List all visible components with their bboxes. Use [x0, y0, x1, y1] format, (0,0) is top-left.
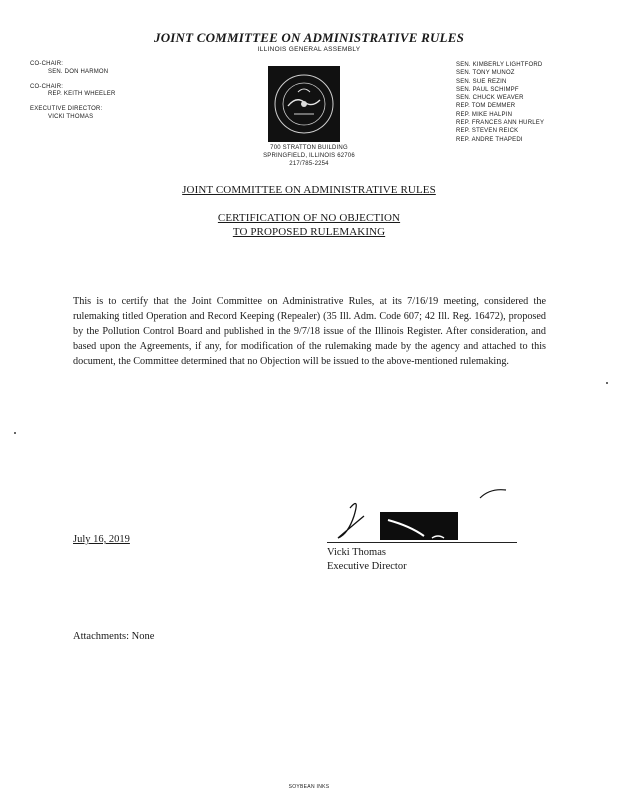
- member-list: [456, 61, 544, 144]
- certification-title: [0, 211, 618, 239]
- signature-line: [327, 542, 517, 543]
- certification-body: This is to certify that the Joint Committee on Administrative Rules, at its 7/16/19 meeting, considered the rulemaking titled Operation and Record Keeping (Repealer) (35 Ill. Adm. Code 607; 42 Ill. Reg. 16472), proposed by the Pollution Control Board and published in the 9/7/18 issue of the Illinois Register. After consideration, and based upon the Agreements, if any, for modification of the rulemaking made by the agency and attached to this document, the Committee determined that no Objection will be issued to the above-mentioned rulemaking.: [73, 296, 546, 367]
- member-name: REP. MIKE HALPIN: [456, 111, 513, 118]
- member-name: SEN. CHUCK WEAVER: [456, 95, 524, 102]
- signature-date: July 16, 2019: [73, 534, 130, 545]
- signatory-title: Executive Director: [327, 561, 407, 572]
- signatory-block: [327, 546, 407, 574]
- member-name: REP. FRANCES ANN HURLEY: [456, 120, 545, 127]
- member-name: REP. STEVEN REICK: [456, 128, 519, 135]
- member-name: SEN. PAUL SCHIMPF: [456, 86, 519, 93]
- footer-note: SOYBEAN INKS: [288, 784, 330, 790]
- cochair-name: REP. KEITH WHEELER: [48, 91, 116, 98]
- office-address: [0, 145, 618, 168]
- address-line: SPRINGFIELD, ILLINOIS 62706: [263, 152, 355, 159]
- state-seal-icon: [268, 66, 340, 142]
- general-assembly-subtitle: ILLINOIS GENERAL ASSEMBLY: [257, 46, 361, 53]
- committee-title: JOINT COMMITTEE ON ADMINISTRATIVE RULES: [154, 30, 464, 45]
- signatory-name: Vicki Thomas: [327, 547, 386, 558]
- attachments-note: Attachments: None: [73, 631, 155, 642]
- certification-line: TO PROPOSED RULEMAKING: [232, 226, 386, 238]
- member-name: SEN. KIMBERLY LIGHTFORD: [456, 62, 543, 68]
- member-name: SEN. TONY MUNOZ: [456, 70, 515, 77]
- director-label: EXECUTIVE DIRECTOR:: [30, 106, 103, 113]
- address-line: 700 STRATTON BUILDING: [270, 145, 348, 151]
- signature-icon: [320, 486, 520, 548]
- member-name: REP. TOM DEMMER: [456, 103, 516, 110]
- leadership-list: [30, 61, 116, 122]
- phone-number: 217/785-2254: [289, 160, 329, 167]
- certification-line: CERTIFICATION OF NO OBJECTION: [217, 212, 401, 224]
- member-name: SEN. SUE REZIN: [456, 78, 507, 85]
- director-name: VICKI THOMAS: [48, 113, 94, 120]
- cochair-label: CO-CHAIR:: [30, 83, 64, 90]
- member-name: REP. ANDRE THAPEDI: [456, 136, 523, 143]
- cochair-name: SEN. DON HARMON: [48, 68, 109, 75]
- cochair-label: CO-CHAIR:: [30, 61, 64, 67]
- document-heading: JOINT COMMITTEE ON ADMINISTRATIVE RULES: [182, 184, 436, 196]
